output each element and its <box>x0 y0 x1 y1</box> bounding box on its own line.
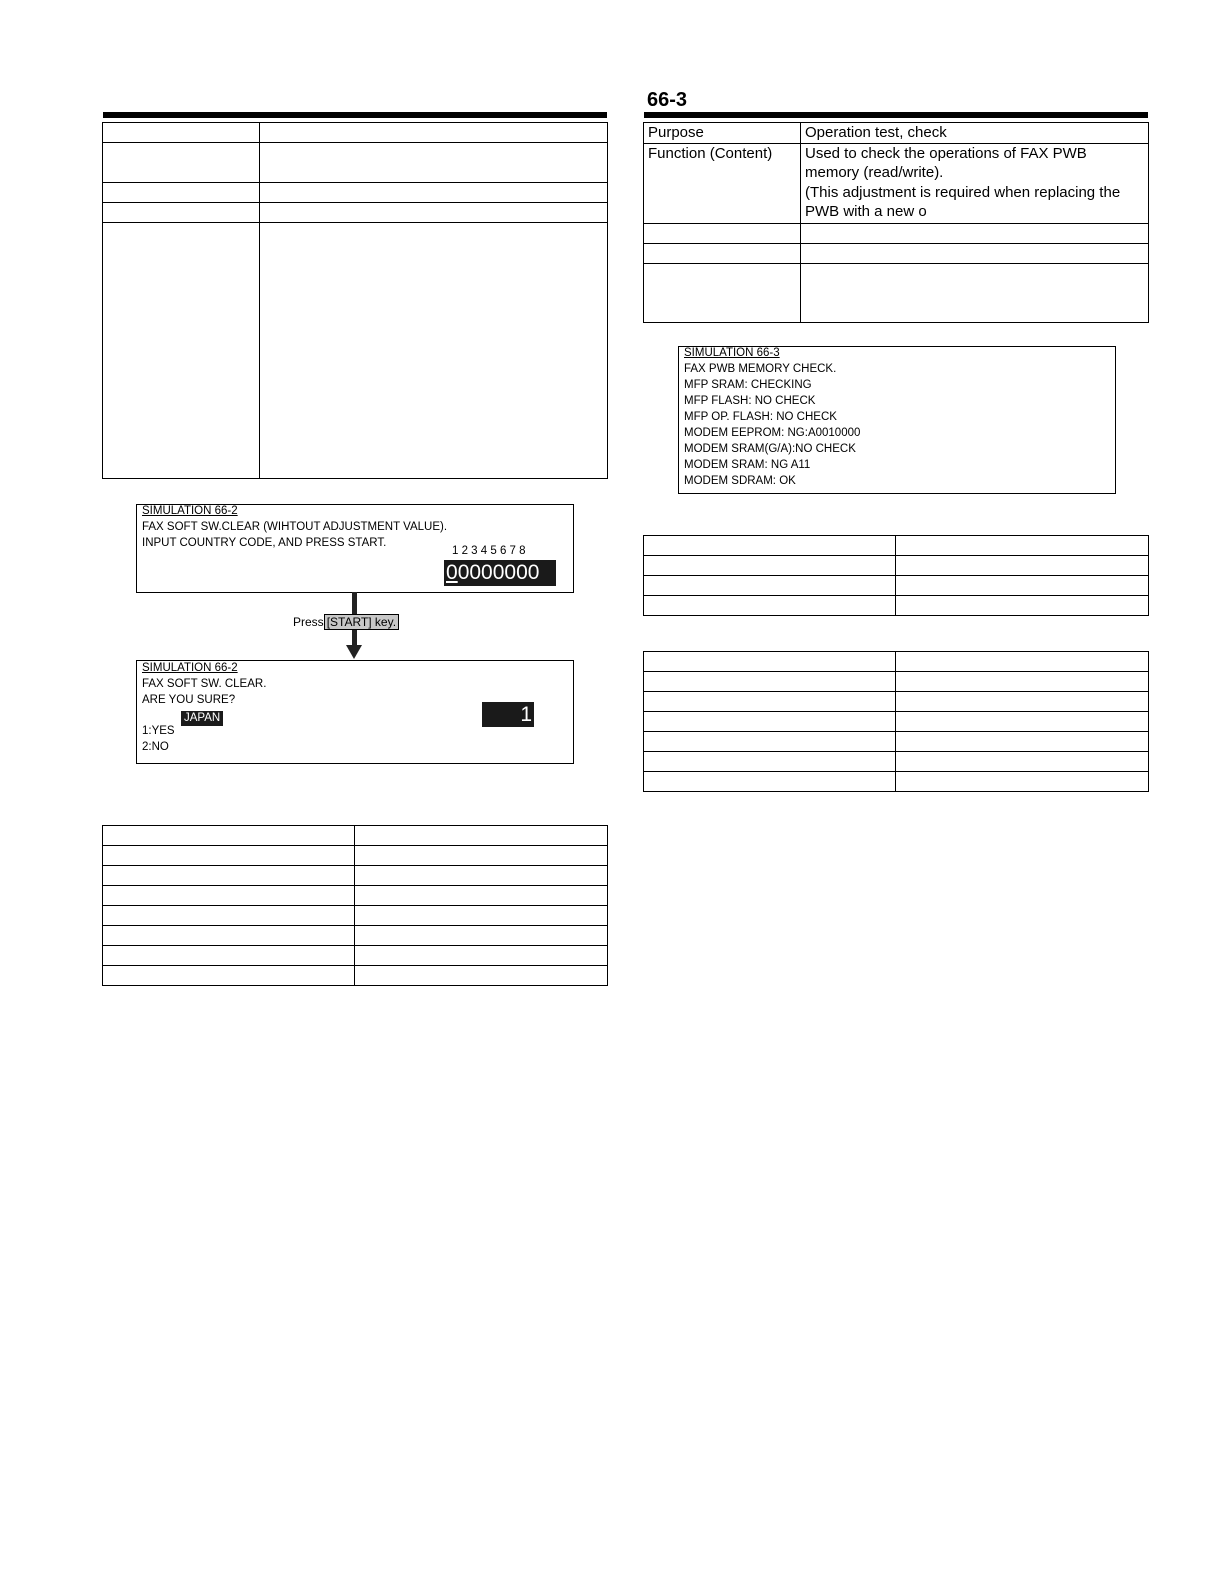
purpose-value: Operation test, check <box>801 123 1149 144</box>
screen-line: MFP OP. FLASH: NO CHECK <box>684 411 837 423</box>
sim-66-3-memory-check-screen <box>678 346 1116 494</box>
purpose-label: Purpose <box>644 123 801 144</box>
flow-arrow-head <box>346 645 362 659</box>
option-no[interactable]: 2:NO <box>142 741 169 753</box>
left-lower-table <box>102 825 608 986</box>
left-header-rule <box>103 112 607 118</box>
right-middle-table <box>643 535 1149 616</box>
digit-position-labels: 1 2 3 4 5 6 7 8 <box>452 545 526 557</box>
screen-line: MODEM EEPROM: NG:A0010000 <box>684 427 861 439</box>
right-header-rule <box>644 112 1148 118</box>
section-title: 66-3 <box>647 89 688 111</box>
press-start-instruction <box>293 615 399 629</box>
screen-line: MODEM SDRAM: OK <box>684 475 796 487</box>
screen-title: SIMULATION 66-2 <box>142 505 238 517</box>
country-code-field[interactable] <box>444 560 556 586</box>
function-value: Used to check the operations of FAX PWB memory (read/write). (This adjustment is required when replacing the PWB with a new o <box>801 143 1149 223</box>
sim-66-2-confirm-screen <box>136 660 574 764</box>
screen-line: MODEM SRAM: NG A11 <box>684 459 811 471</box>
right-lower-table <box>643 651 1149 792</box>
screen-title: SIMULATION 66-2 <box>142 662 238 674</box>
code-cursor-digit: 0 <box>446 561 458 584</box>
selection-value-field[interactable]: 1 <box>482 702 534 727</box>
start-key-label: [START] key. <box>324 614 399 630</box>
screen-line: FAX SOFT SW.CLEAR (WIHTOUT ADJUSTMENT VALUE). <box>142 521 448 533</box>
press-label: Press <box>293 615 324 629</box>
left-spec-table <box>102 122 608 479</box>
screen-title: SIMULATION 66-3 <box>684 347 780 359</box>
sim-66-2-input-screen <box>136 504 574 593</box>
code-remaining-digits: 0000000 <box>457 561 540 584</box>
option-yes[interactable]: 1:YES <box>142 725 175 737</box>
screen-line: FAX PWB MEMORY CHECK. <box>684 363 837 375</box>
country-name-badge: JAPAN <box>181 711 223 726</box>
screen-line: MFP SRAM: CHECKING <box>684 379 812 391</box>
screen-line: FAX SOFT SW. CLEAR. <box>142 678 267 690</box>
screen-line: MODEM SRAM(G/A):NO CHECK <box>684 443 856 455</box>
screen-line: MFP FLASH: NO CHECK <box>684 395 816 407</box>
right-spec-table <box>643 122 1149 323</box>
screen-line: ARE YOU SURE? <box>142 694 236 706</box>
screen-line: INPUT COUNTRY CODE, AND PRESS START. <box>142 537 387 549</box>
function-label: Function (Content) <box>644 143 801 223</box>
